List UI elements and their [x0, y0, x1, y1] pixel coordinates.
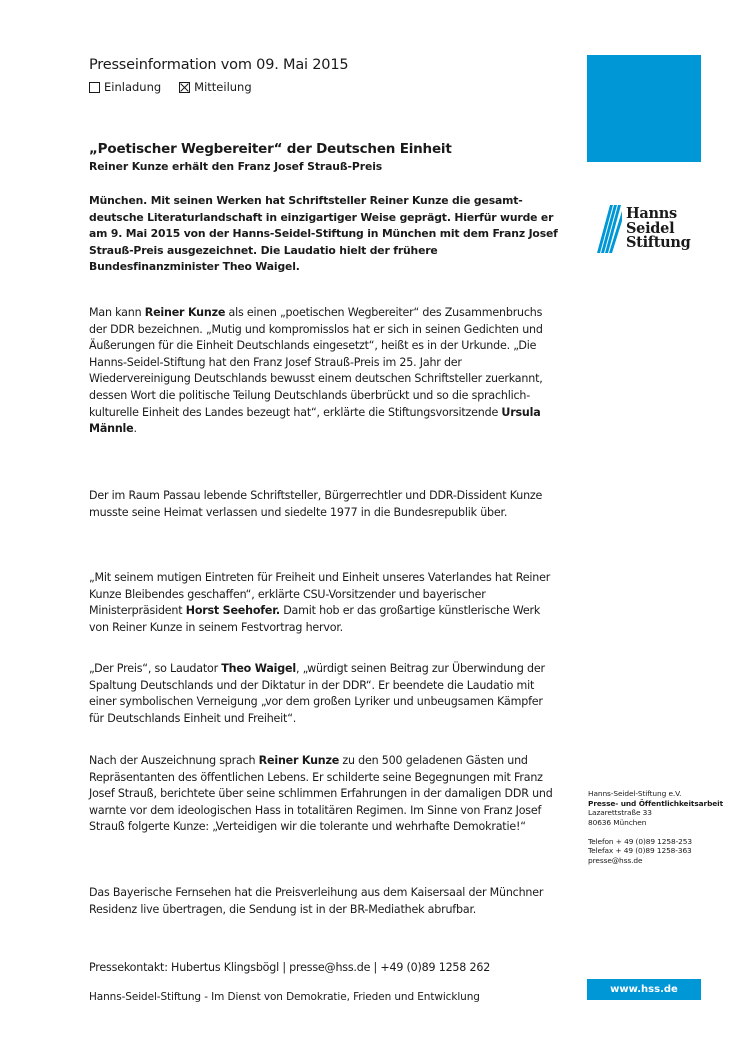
- logo-stripes-icon: [596, 203, 622, 255]
- paragraph-4: „Der Preis“, so Laudator Theo Waigel, „würdigt seinen Beitrag zur Überwindung der Spaltung Deutschlands und der Diktatur in der DDR“. Er beendete die Laudatio mit einer symbolischen Verneigung „vor dem großen Lyriker und unbeugsamen Kämpfer für Deutschlands Einheit und Freiheit“.: [89, 662, 545, 725]
- logo-wordmark: Hanns Seidel Stiftung: [626, 205, 691, 252]
- type-options: [89, 80, 252, 94]
- address-block: [588, 789, 738, 865]
- paragraph-3: „Mit seinem mutigen Eintreten für Freiheit und Einheit unseres Vaterlandes hat Reiner Kunze Bleibendes geschaffen“, erklärte CSU-Vorsitzender und bayerischer Ministerpräsident Horst Seehofer. Damit hob er das großartige künstlerische Werk von Reiner Kunze in seinem Festvortrag hervor.: [89, 571, 551, 634]
- option-einladung: [89, 80, 161, 94]
- checkbox-empty-icon: [89, 82, 100, 93]
- option-mitteilung: [179, 80, 251, 94]
- press-contact: Pressekontakt: Hubertus Klingsbögl | presse@hss.de | +49 (0)89 1258 262: [89, 961, 491, 974]
- address-org: Hanns-Seidel-Stiftung e.V.: [588, 789, 682, 798]
- checkbox-checked-icon: [179, 82, 190, 93]
- paragraph-1: Man kann Reiner Kunze als einen „poetischen Wegbereiter“ des Zusammenbruchs der DDR bezeichnen. „Mutig und kompromisslos hat er sich in seinen Gedichten und Äußerungen für die Einheit Deutschlands eingesetzt“, heißt es in der Urkunde. „Die Hanns-Seidel-Stiftung hat den Franz Josef Strauß-Preis im 25. Jahr der Wiedervereinigung Deutschlands bewusst einem deutschen Schriftsteller zuerkannt, dessen Wort die politische Teilung Deutschlands überbrückt und so die sprachlich-kulturelle Einheit des Landes bezeugt hat“, erklärte die Stiftungsvorsitzende Ursula Männle.: [89, 306, 543, 436]
- address-phone: Telefon + 49 (0)89 1258-253: [588, 836, 692, 846]
- lead-paragraph: München. Mit seinen Werken hat Schriftsteller Reiner Kunze die gesamt-deutsche Literaturlandschaft in einzigartiger Weise geprägt. Hierfür wurde er am 9. Mai 2015 von der Hanns-Seidel-Stiftung in München mit dem Franz Josef Strauß-Preis ausgezeichnet. Die Laudatio hielt der frühere Bundesfinanzminister Theo Waigel.: [89, 194, 558, 274]
- hss-logo: [596, 203, 690, 255]
- subheadline: Reiner Kunze erhält den Franz Josef Strauß-Preis: [89, 160, 383, 173]
- headline: „Poetischer Wegbereiter“ der Deutschen Einheit: [89, 141, 452, 157]
- address-department: Presse- und Öffentlichkeitsarbeit: [588, 798, 724, 808]
- paragraph-2: Der im Raum Passau lebende Schriftsteller, Bürgerrechtler und DDR-Dissident Kunze musste seine Heimat verlassen und siedelte 1977 in die Bundesrepublik über.: [89, 489, 543, 519]
- paragraph-5: Nach der Auszeichnung sprach Reiner Kunze zu den 500 geladenen Gästen und Repräsentanten des öffentlichen Lebens. Er schilderte seine Begegnungen mit Franz Josef Strauß, berichtete über seine schlimmen Erfahrungen in der damaligen DDR und warnte vor dem ideologischen Hass in totalitären Regimen. Im Sinne von Franz Josef Strauß folgerte Kunze: „Verteidigen wir die tolerante und wehrhafte Demokratie!“: [89, 754, 553, 834]
- option-einladung-label: Einladung: [104, 80, 162, 94]
- press-release-title: Presseinformation vom 09. Mai 2015: [89, 57, 349, 73]
- paragraph-6: Das Bayerische Fernsehen hat die Preisverleihung aus dem Kaisersaal der Münchner Residenz live übertragen, die Sendung ist in der BR-Mediathek abrufbar.: [89, 886, 544, 916]
- brand-color-bar: [587, 55, 701, 162]
- footer-tagline: Hanns-Seidel-Stiftung - Im Dienst von Demokratie, Frieden und Entwicklung: [89, 991, 480, 1003]
- option-mitteilung-label: Mitteilung: [194, 80, 252, 94]
- website-link[interactable]: www.hss.de: [587, 979, 701, 1000]
- address-email[interactable]: presse@hss.de: [588, 855, 643, 865]
- address-city: 80636 München: [588, 817, 647, 827]
- address-fax: Telefax + 49 (0)89 1258-363: [588, 846, 692, 855]
- address-street: Lazarettstraße 33: [588, 808, 652, 817]
